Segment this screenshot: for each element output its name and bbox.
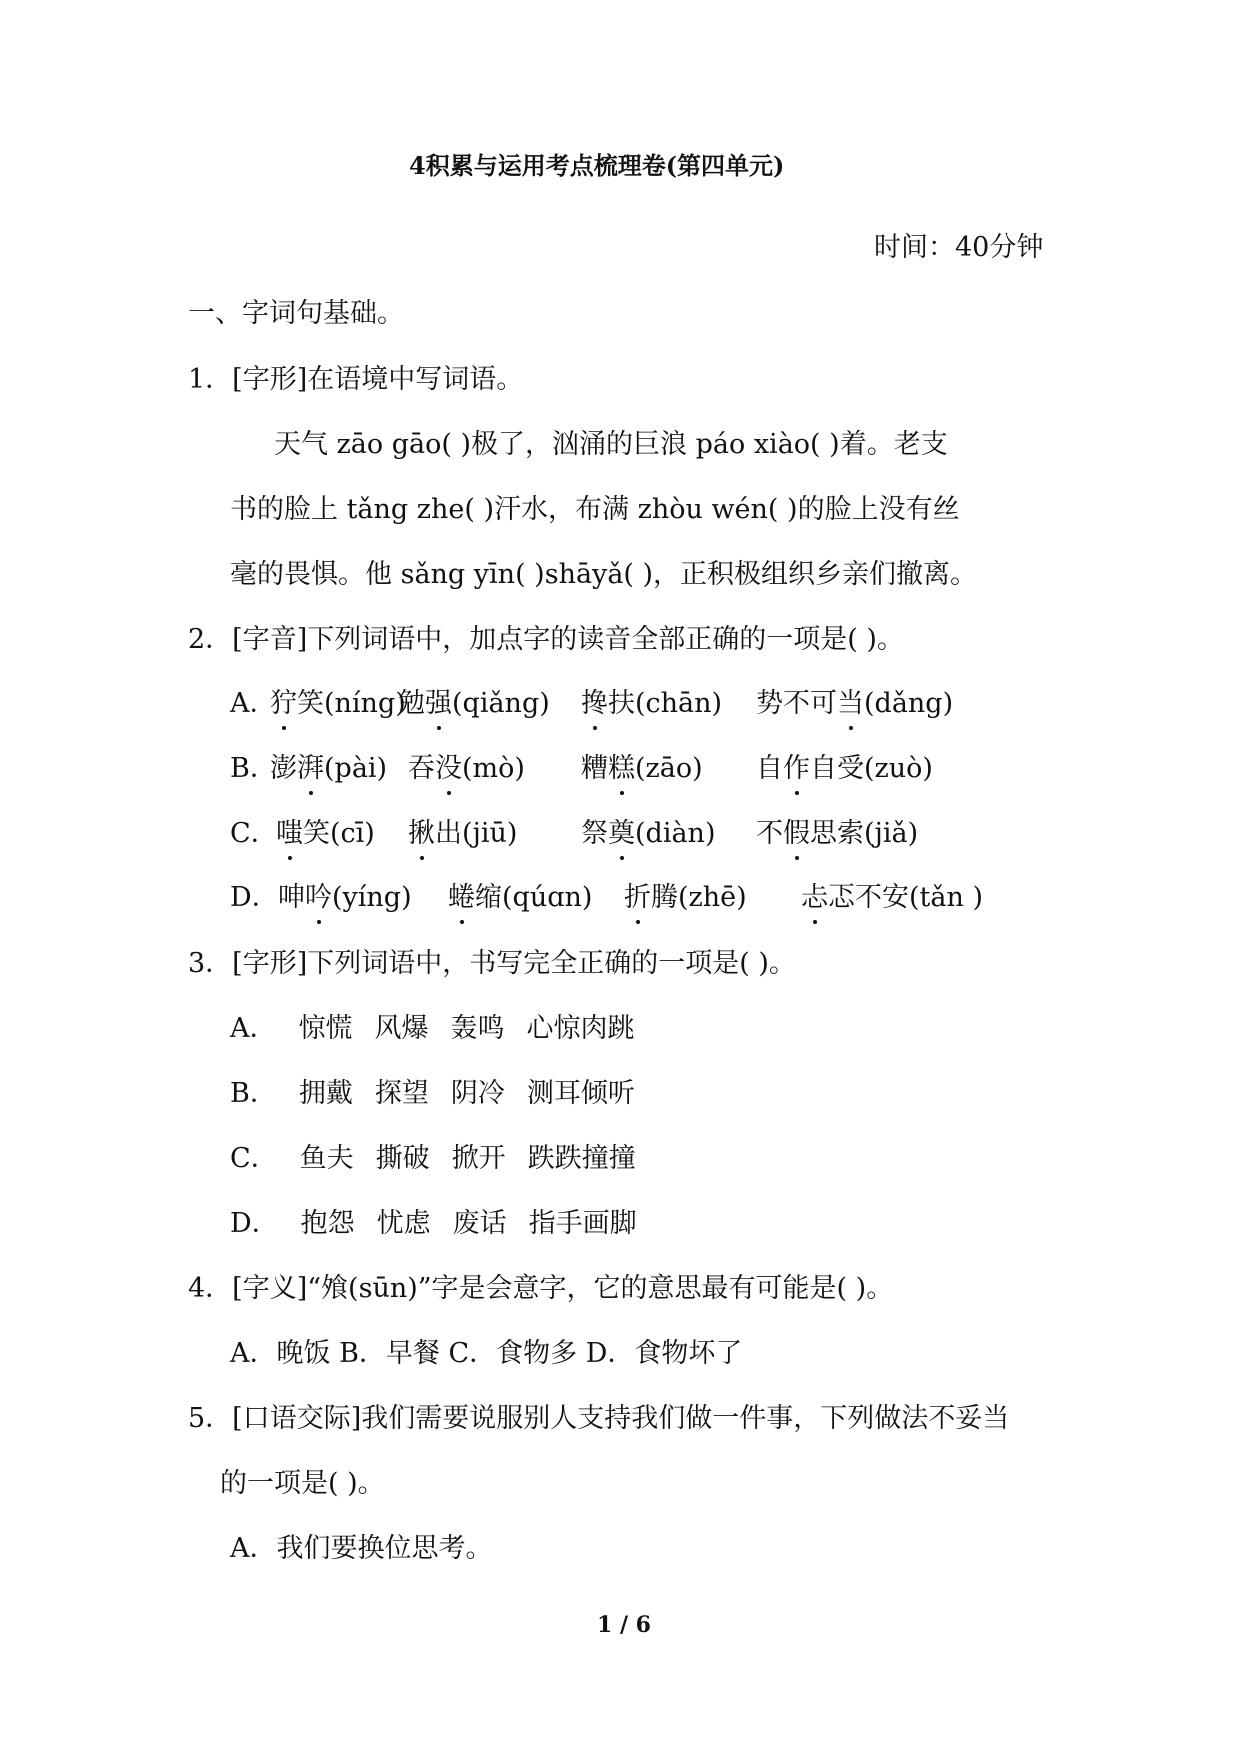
dotted-char: 嗤 xyxy=(276,816,303,852)
word: 探望 xyxy=(374,1078,429,1109)
dotted-char: 吟 xyxy=(305,880,332,916)
question-3-option-a[interactable] xyxy=(230,1011,635,1047)
question-4-options[interactable]: A．晚饭 B．早餐 C．食物多 D．食物坏了 xyxy=(230,1338,743,1369)
question-2-stem: 2．[字音]下列词语中，加点字的读音全部正确的一项是( )。 xyxy=(188,624,904,655)
word: 阴冷 xyxy=(450,1078,505,1109)
word: 鱼夫 xyxy=(299,1143,354,1174)
word-3: 折腾(zhē) xyxy=(624,880,747,916)
word: 抱怨 xyxy=(300,1208,355,1239)
question-4-stem: 4．[字义]“飧(sūn)”字是会意字，它的意思最有可能是( )。 xyxy=(188,1273,894,1304)
page-number: 1 / 6 xyxy=(597,1612,651,1638)
question-1-line-3: 毫的畏惧。他 sǎng yīn( )shāyǎ( )，正积极组织乡亲们撤离。 xyxy=(230,559,978,590)
word: 撕破 xyxy=(375,1143,430,1174)
word-2: 吞没(mò) xyxy=(408,751,525,787)
option-label: D． xyxy=(230,1208,279,1239)
question-3-stem: 3．[字形]下列词语中，书写完全正确的一项是( )。 xyxy=(188,948,796,979)
dotted-char: 糕 xyxy=(608,751,635,787)
word: 掀开 xyxy=(451,1143,506,1174)
option-label: A． xyxy=(230,688,277,719)
question-2-option-a[interactable] xyxy=(230,686,1010,726)
question-1-line-2: 书的脸上 tǎng zhe( )汗水，布满 zhòu wén( )的脸上没有丝 xyxy=(230,494,960,525)
word: 轰鸣 xyxy=(450,1013,505,1044)
word-2: 揪出(jiū) xyxy=(408,816,517,852)
question-3-option-b[interactable] xyxy=(230,1076,635,1112)
page-title: 4积累与运用考点梳理卷(第四单元) xyxy=(409,151,785,180)
section-heading: 一、字词句基础。 xyxy=(188,298,404,329)
word: 指手画脚 xyxy=(528,1208,637,1239)
question-3-option-d[interactable] xyxy=(230,1206,637,1242)
word-2: 蜷缩(qúɑn) xyxy=(448,880,592,916)
question-1-line-1: 天气 zāo gāo( )极了，汹涌的巨浪 páo xiào( )着。老支 xyxy=(274,429,948,460)
word: 惊慌 xyxy=(298,1013,353,1044)
option-label: B． xyxy=(230,753,277,784)
word-3: 糟糕(zāo) xyxy=(581,751,703,787)
option-label: D． xyxy=(230,882,279,913)
word-4: 不假思索(jiǎ) xyxy=(756,816,918,852)
option-label: A． xyxy=(230,1013,277,1044)
dotted-char: 折 xyxy=(624,880,651,916)
dotted-char: 假 xyxy=(783,816,810,852)
word-2: 勉强(qiǎng) xyxy=(398,686,550,722)
word-1: 嗤笑(cī) xyxy=(276,816,375,852)
word-4: 忐忑不安(tǎn ) xyxy=(801,880,983,916)
question-5-stem-line-1: 5．[口语交际]我们需要说服别人支持我们做一件事，下列做法不妥当 xyxy=(188,1403,1010,1434)
question-1-stem: 1．[字形]在语境中写词语。 xyxy=(188,364,524,395)
word: 忧虑 xyxy=(376,1208,431,1239)
dotted-char: 作 xyxy=(783,751,810,787)
dotted-char: 强 xyxy=(425,686,452,722)
question-2-option-b[interactable] xyxy=(230,751,1010,791)
word-1: 呻吟(yíng) xyxy=(278,880,412,916)
option-label: B． xyxy=(230,1078,277,1109)
word: 风爆 xyxy=(374,1013,429,1044)
question-2-option-c[interactable] xyxy=(230,816,1010,856)
word: 废话 xyxy=(452,1208,507,1239)
word-4: 势不可当(dǎng) xyxy=(756,686,953,722)
word-3: 搀扶(chān) xyxy=(581,686,722,722)
question-3-option-c[interactable] xyxy=(230,1141,636,1177)
dotted-char: 搀 xyxy=(581,686,608,722)
word: 心惊肉跳 xyxy=(526,1013,635,1044)
word-1: 狞笑(níng) xyxy=(270,686,406,722)
word: 跌跌撞撞 xyxy=(527,1143,636,1174)
question-5-stem-line-2: 的一项是( )。 xyxy=(220,1468,385,1499)
dotted-char: 蜷 xyxy=(448,880,475,916)
dotted-char: 忐 xyxy=(801,880,828,916)
word-4: 自作自受(zuò) xyxy=(756,751,933,787)
option-label: C． xyxy=(230,1143,278,1174)
question-2-option-d[interactable] xyxy=(230,880,1010,920)
dotted-char: 湃 xyxy=(297,751,324,787)
dotted-char: 揪 xyxy=(408,816,435,852)
question-5-option-a[interactable]: A．我们要换位思考。 xyxy=(230,1533,493,1564)
word: 测耳倾听 xyxy=(526,1078,635,1109)
time-label: 时间：40分钟 xyxy=(874,232,1044,263)
dotted-char: 当 xyxy=(837,686,864,722)
word-3: 祭奠(diàn) xyxy=(581,816,715,852)
dotted-char: 没 xyxy=(435,751,462,787)
word: 拥戴 xyxy=(298,1078,353,1109)
word-1: 澎湃(pài) xyxy=(270,751,387,787)
dotted-char: 奠 xyxy=(608,816,635,852)
dotted-char: 狞 xyxy=(270,686,297,722)
option-label: C． xyxy=(230,818,278,849)
